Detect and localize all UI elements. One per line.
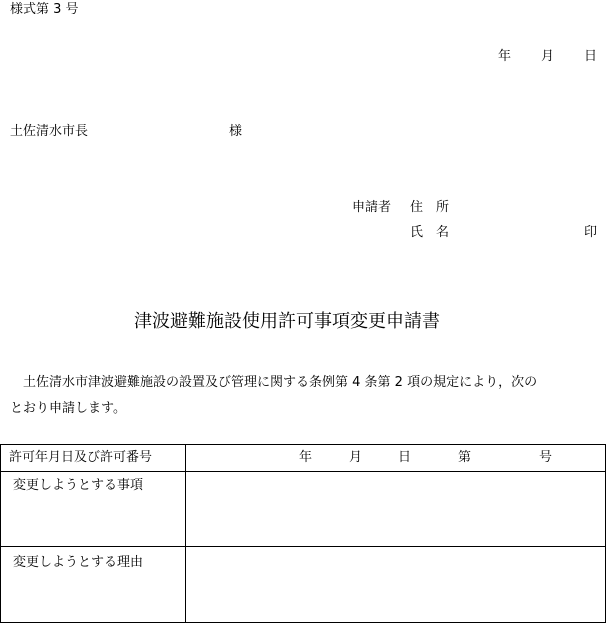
- document-title: 津波避難施設使用許可事項変更申請書: [134, 311, 440, 332]
- permit-day-label: 日: [398, 450, 412, 465]
- applicant-name-label: 氏 名: [410, 225, 450, 240]
- change-matter-field[interactable]: [186, 472, 606, 547]
- table-row: [1, 445, 606, 472]
- addressee-name: 土佐清水市長: [10, 124, 89, 139]
- change-reason-label: 変更しようとする理由: [13, 555, 144, 570]
- applicant-label: 申請者: [352, 200, 392, 215]
- permit-gou-label: 号: [539, 450, 553, 465]
- date-day-label: 日: [584, 49, 598, 64]
- application-table: [0, 444, 606, 623]
- body-text-line-1: 土佐清水市津波避難施設の設置及び管理に関する条例第 4 条第 2 項の規定により，次の: [23, 375, 538, 390]
- permit-month-label: 月: [349, 450, 363, 465]
- table-label-cell: [1, 445, 186, 472]
- permit-date-number-label: 許可年月日及び許可番号: [9, 450, 153, 465]
- form-number: 様式第 3 号: [10, 2, 79, 17]
- table-label-cell: [1, 472, 186, 547]
- table-row: [1, 472, 606, 547]
- change-matter-label: 変更しようとする事項: [13, 478, 144, 493]
- permit-date-number-field[interactable]: [186, 445, 606, 472]
- date-year-label: 年: [498, 49, 512, 64]
- seal-mark: 印: [584, 225, 598, 240]
- body-text-line-2: とおり申請します。: [10, 401, 126, 416]
- table-label-cell: [1, 547, 186, 623]
- change-reason-field[interactable]: [186, 547, 606, 623]
- applicant-address-label: 住 所: [410, 200, 450, 215]
- date-month-label: 月: [541, 49, 555, 64]
- permit-dai-label: 第: [458, 450, 472, 465]
- addressee-honorific: 様: [229, 124, 243, 139]
- permit-year-label: 年: [299, 450, 313, 465]
- table-row: [1, 547, 606, 623]
